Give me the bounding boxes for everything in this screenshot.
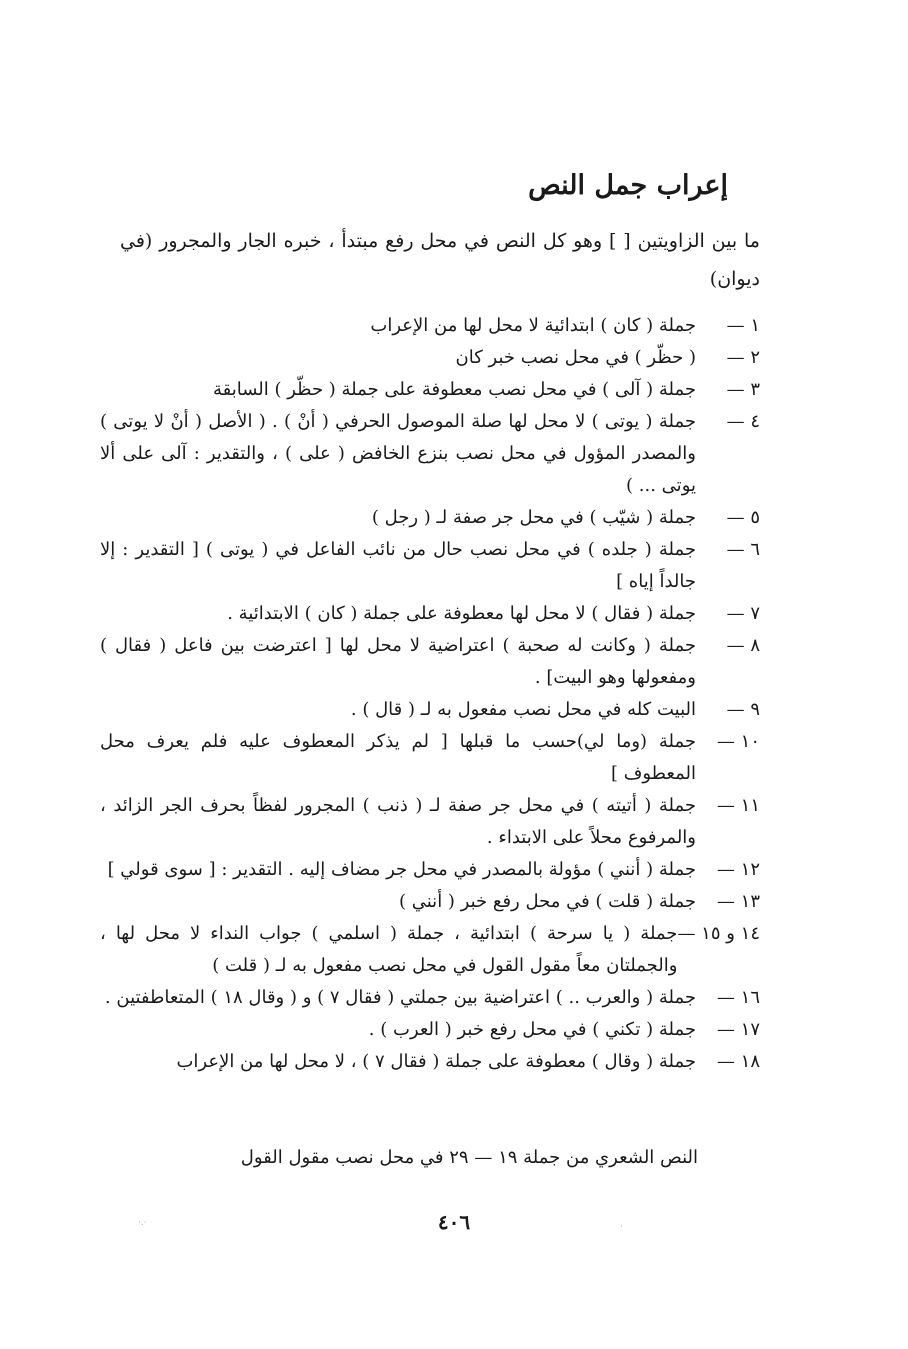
list-item <box>100 342 760 374</box>
intro-paragraph: ما بين الزاويتين [ ] وهو كل النص في محل رفع مبتدأ ، خبره الجار والمجرور (في ديوان) <box>120 230 760 290</box>
item-text: جملة ( يوتى ) لا محل لها صلة الموصول الحرفي ( أنْ ) . ( الأصل ( أنْ لا يوتى ) والمصدر المؤول في محل نصب بنزع الخافض ( على ) ، والتقدير : آلى على ألا يوتى ... ) <box>100 411 696 496</box>
item-text: جملة ( قلت ) في محل رفع خبر ( أنني ) <box>399 891 696 912</box>
list-item <box>100 374 760 406</box>
item-number: ٩ — <box>726 699 760 720</box>
list-item <box>100 598 760 630</box>
item-text: جملة ( كان ) ابتدائية لا محل لها من الإعراب <box>370 315 696 336</box>
item-number: ٣ — <box>726 379 760 400</box>
item-number: ١٤ و ١٥ — <box>677 923 760 944</box>
item-number: ٨ — <box>726 635 760 656</box>
item-number: ١١ — <box>716 795 760 816</box>
list-item <box>100 982 760 1014</box>
item-number: ١٠ — <box>716 731 760 752</box>
item-text: جملة ( شيّب ) في محل جر صفة لـ ( رجل ) <box>371 507 696 528</box>
item-text: جملة ( فقال ) لا محل لها معطوفة على جملة ( كان ) الابتدائية . <box>227 603 696 624</box>
list-item <box>100 1046 760 1078</box>
item-number: ٧ — <box>726 603 760 624</box>
item-text: جملة ( يا سرحة ) ابتدائية ، جملة ( اسلمي ) جواب النداء لا محل لها ، والجملتان معاً مقول القول في محل نصب مفعول به لـ ( قلت ) <box>100 923 678 976</box>
item-number: ١٧ — <box>716 1019 760 1040</box>
list-item <box>100 726 760 790</box>
list-item <box>100 790 760 854</box>
scan-speck: · <box>620 1222 623 1232</box>
item-number: ١٨ — <box>716 1051 760 1072</box>
item-number: ٢ — <box>726 347 760 368</box>
list-item <box>100 886 760 918</box>
item-text: جملة (وما لي)حسب ما قبلها [ لم يذكر المعطوف عليه فلم يعرف محل المعطوف ] <box>100 731 696 784</box>
list-item <box>100 630 760 694</box>
item-text: ( حظّر ) في محل نصب خبر كان <box>455 347 696 368</box>
list-item <box>100 694 760 726</box>
item-text: جملة ( وكانت له صحبة ) اعتراضية لا محل لها [ اعترضت بين فاعل ( فقال ) ومفعولها وهو البيت] . <box>100 635 696 688</box>
page-number: ٤٠٦ <box>437 1210 471 1234</box>
item-text: جملة ( وقال ) معطوفة على جملة ( فقال ٧ ) ، لا محل لها من الإعراب <box>176 1051 696 1072</box>
item-number: ١٣ — <box>716 891 760 912</box>
item-text: جملة ( والعرب .. ) اعتراضية بين جملتي ( فقال ٧ ) و ( وقال ١٨ ) المتعاطفتين . <box>104 987 696 1008</box>
item-number: ١ — <box>726 315 760 336</box>
parsing-list <box>100 310 760 1078</box>
item-number: ١٦ — <box>716 987 760 1008</box>
list-item <box>100 854 760 886</box>
item-number: ١٢ — <box>716 859 760 880</box>
list-item <box>100 918 760 982</box>
item-number: ٤ — <box>726 411 760 432</box>
item-text: جملة ( أتيته ) في محل جر صفة لـ ( ذنب ) المجرور لفظاً بحرف الجر الزائد ، والمرفوع محلاً على الابتداء . <box>100 795 696 848</box>
list-item <box>100 406 760 502</box>
list-item <box>100 502 760 534</box>
item-text: البيت كله في محل نصب مفعول به لـ ( قال ) . <box>350 699 696 720</box>
list-item <box>100 1014 760 1046</box>
item-text: جملة ( آلى ) في محل نصب معطوفة على جملة ( حظّر ) السابقة <box>212 379 696 400</box>
list-item <box>100 534 760 598</box>
item-text: جملة ( تكني ) في محل رفع خبر ( العرب ) . <box>368 1019 696 1040</box>
sub-note: النص الشعري من جملة ١٩ — ٢٩ في محل نصب مقول القول <box>240 1147 698 1168</box>
item-text: جملة ( أنني ) مؤولة بالمصدر في محل جر مضاف إليه . التقدير : [ سوى قولي ] <box>107 859 696 880</box>
scan-speck: ·.· <box>138 1218 147 1228</box>
item-number: ٥ — <box>726 507 760 528</box>
item-number: ٦ — <box>726 539 760 560</box>
item-text: جملة ( جلده ) في محل نصب حال من نائب الفاعل في ( يوتى ) [ التقدير : إلا جالداً إياه ] <box>100 539 696 592</box>
list-item <box>100 310 760 342</box>
section-heading: إعراب جمل النص <box>528 170 728 201</box>
